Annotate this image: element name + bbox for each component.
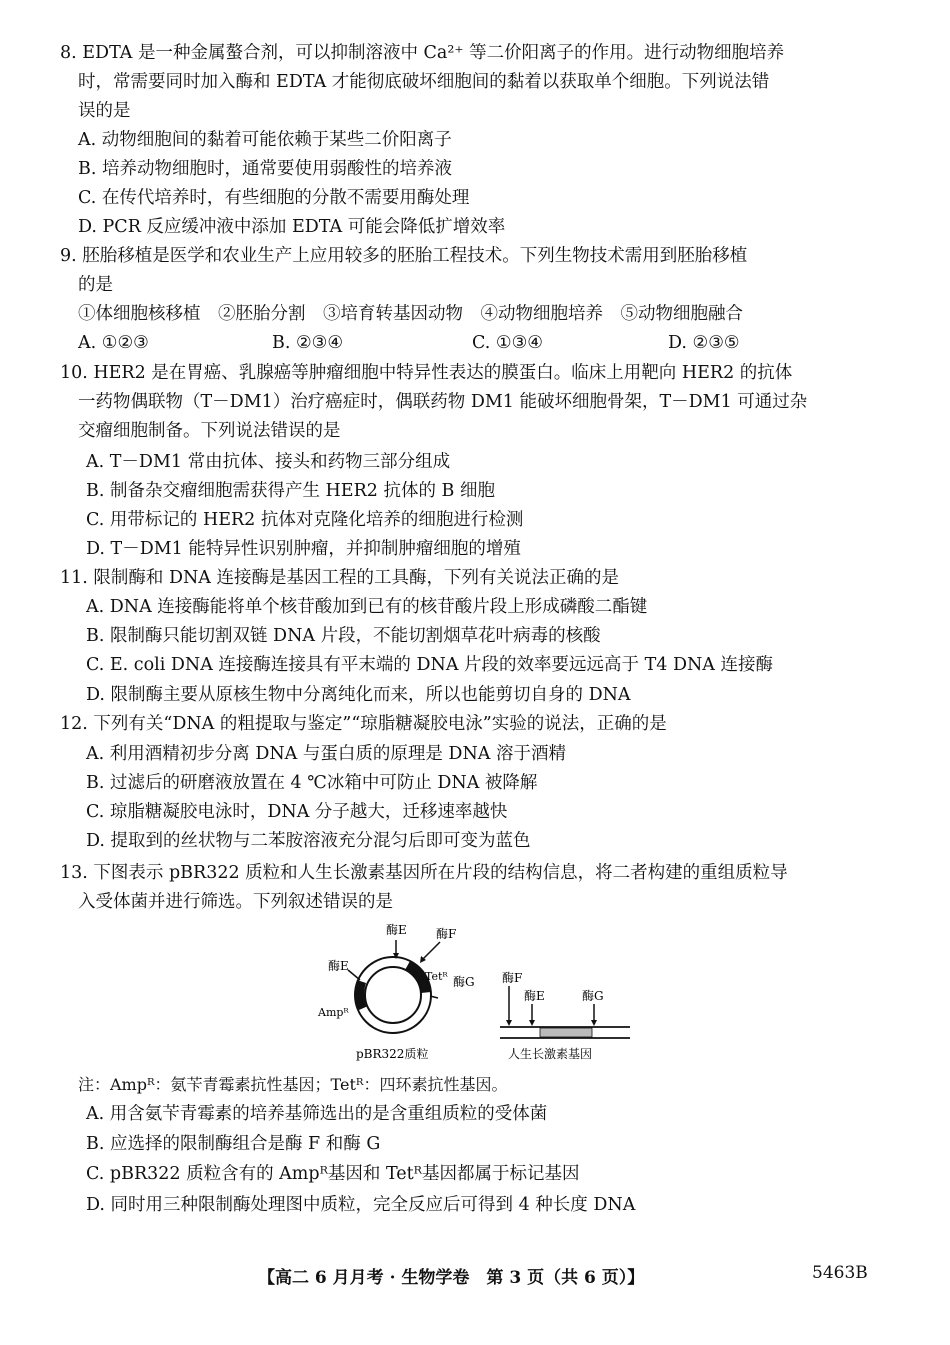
q11-stem-line1: 11. 限制酶和 DNA 连接酶是基因工程的工具酶，下列有关说法正确的是 xyxy=(60,568,619,588)
exam-code: 5463B xyxy=(812,1263,868,1283)
plasmid-inner-ring xyxy=(365,967,421,1023)
frag-label-enzE: 酶E xyxy=(524,989,545,1003)
frag-label-gene: 人生长激素基因 xyxy=(508,1047,593,1061)
q9-option-b: B. ②③④ xyxy=(272,333,344,353)
q8-option-d: D. PCR 反应缓冲液中添加 EDTA 可能会降低扩增效率 xyxy=(78,217,506,237)
q12-option-a: A. 利用酒精初步分离 DNA 与蛋白质的原理是 DNA 溶于酒精 xyxy=(86,744,566,764)
arrow-enzF-top xyxy=(422,942,440,960)
q13-figure xyxy=(310,920,650,1070)
q9-option-d: D. ②③⑤ xyxy=(668,333,740,353)
q11-option-d: D. 限制酶主要从原核生物中分离纯化而来，所以也能剪切自身的 DNA xyxy=(86,685,631,705)
q9-option-a: A. ①②③ xyxy=(78,333,149,353)
q10-option-a: A. T－DM1 常由抗体、接头和药物三部分组成 xyxy=(86,452,451,472)
frag-arrowhead-enzF xyxy=(506,1020,512,1026)
q13-option-b: B. 应选择的限制酶组合是酶 F 和酶 G xyxy=(86,1134,381,1154)
gene-fragment-diagram xyxy=(500,970,630,1061)
q10-option-d: D. T－DM1 能特异性识别肿瘤，并抑制肿瘤细胞的增殖 xyxy=(86,539,521,559)
page-footer: 【高二 6 月月考 · 生物学卷 第 3 页（共 6 页）】 xyxy=(258,1268,645,1288)
q8-stem-line2: 时，常需要同时加入酶和 EDTA 才能彻底破坏细胞间的黏着以获取单个细胞。下列说法错 xyxy=(78,72,770,92)
label-tet: Tetᴿ xyxy=(425,970,448,983)
q13-option-a: A. 用含氨苄青霉素的培养基筛选出的是含重组质粒的受体菌 xyxy=(86,1104,548,1124)
q8-stem-line3: 误的是 xyxy=(78,101,131,121)
frag-label-enzG: 酶G xyxy=(582,989,604,1003)
hgh-gene-region xyxy=(540,1028,592,1037)
q8-option-c: C. 在传代培养时，有些细胞的分散不需要用酶处理 xyxy=(78,188,470,208)
frag-arrowhead-enzE xyxy=(529,1020,535,1026)
q10-stem-line3: 交瘤细胞制备。下列说法错误的是 xyxy=(78,421,341,441)
q13-option-c: C. pBR322 质粒含有的 Ampᴿ基因和 Tetᴿ基因都属于标记基因 xyxy=(86,1164,580,1184)
q11-option-c: C. E. coli DNA 连接酶连接具有平末端的 DNA 片段的效率要远远高于 T4 DNA 连接酶 xyxy=(86,655,774,675)
q9-stem-line1: 9. 胚胎移植是医学和农业生产上应用较多的胚胎工程技术。下列生物技术需用到胚胎移植 xyxy=(60,246,748,266)
q9-option-c: C. ①③④ xyxy=(472,333,543,353)
label-enzE-left: 酶E xyxy=(328,959,349,973)
q9-stem-line2: 的是 xyxy=(78,275,113,295)
frag-label-enzF: 酶F xyxy=(502,971,523,985)
q8-option-b: B. 培养动物细胞时，通常要使用弱酸性的培养液 xyxy=(78,159,452,179)
q11-option-a: A. DNA 连接酶能将单个核苷酸加到已有的核苷酸片段上形成磷酸二酯键 xyxy=(86,597,648,617)
label-enzF-top: 酶F xyxy=(436,927,457,941)
arrow-enzE-left xyxy=(348,970,360,980)
q10-stem-line2: 一药物偶联物（T－DM1）治疗癌症时，偶联药物 DM1 能破坏细胞骨架，T－DM1 可通过杂 xyxy=(78,392,808,412)
label-enzE-top: 酶E xyxy=(386,923,407,937)
q10-option-b: B. 制备杂交瘤细胞需获得产生 HER2 抗体的 B 细胞 xyxy=(86,481,495,501)
label-plasmid: pBR322质粒 xyxy=(356,1047,429,1061)
label-amp: Ampᴿ xyxy=(318,1006,349,1019)
q12-option-b: B. 过滤后的研磨液放置在 4 ℃冰箱中可防止 DNA 被降解 xyxy=(86,773,538,793)
q11-option-b: B. 限制酶只能切割双链 DNA 片段，不能切割烟草花叶病毒的核酸 xyxy=(86,626,601,646)
label-enzG-right: 酶G xyxy=(453,975,475,989)
q13-stem-line1: 13. 下图表示 pBR322 质粒和人生长激素基因所在片段的结构信息，将二者构建的重组质粒导 xyxy=(60,863,788,883)
plasmid-diagram xyxy=(317,922,475,1061)
q12-stem-line1: 12. 下列有关“DNA 的粗提取与鉴定”“琼脂糖凝胶电泳”实验的说法，正确的是 xyxy=(60,714,667,734)
q10-stem-line1: 10. HER2 是在胃癌、乳腺癌等肿瘤细胞中特异性表达的膜蛋白。临床上用靶向 HER2 的抗体 xyxy=(60,363,793,383)
q8-stem-line1: 8. EDTA 是一种金属螯合剂，可以抑制溶液中 Ca²⁺ 等二价阳离子的作用。进行动物细胞培养 xyxy=(60,43,785,63)
frag-arrowhead-enzG xyxy=(591,1020,597,1026)
q8-option-a: A. 动物细胞间的黏着可能依赖于某些二价阳离子 xyxy=(78,130,452,150)
q12-option-c: C. 琼脂糖凝胶电泳时，DNA 分子越大，迁移速率越快 xyxy=(86,802,508,822)
q13-stem-line2: 入受体菌并进行筛选。下列叙述错误的是 xyxy=(78,892,393,912)
q13-option-d: D. 同时用三种限制酶处理图中质粒，完全反应后可得到 4 种长度 DNA xyxy=(86,1195,636,1215)
q12-option-d: D. 提取到的丝状物与二苯胺溶液充分混匀后即可变为蓝色 xyxy=(86,831,531,851)
q10-option-c: C. 用带标记的 HER2 抗体对克隆化培养的细胞进行检测 xyxy=(86,510,524,530)
q9-items: ①体细胞核移植 ②胚胎分割 ③培育转基因动物 ④动物细胞培养 ⑤动物细胞融合 xyxy=(78,304,743,324)
q13-note: 注：Ampᴿ：氨苄青霉素抗性基因；Tetᴿ：四环素抗性基因。 xyxy=(78,1075,508,1094)
